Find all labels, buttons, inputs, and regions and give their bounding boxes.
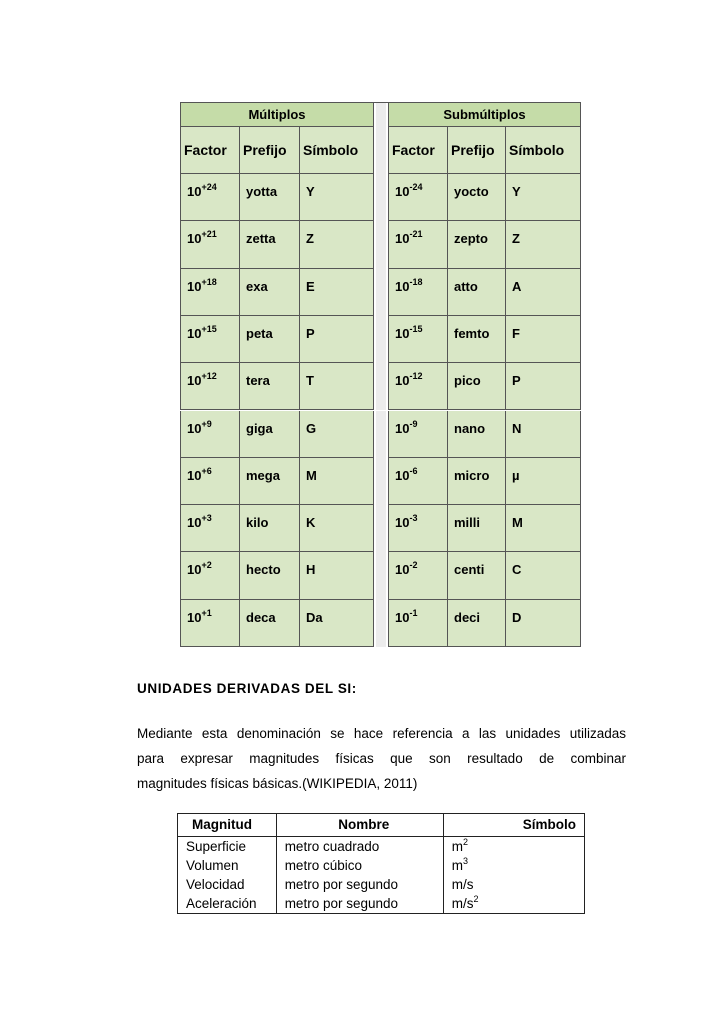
units-magnitude: Volumen	[178, 856, 277, 875]
submultiple-factor	[388, 363, 448, 410]
units-symbol	[443, 894, 584, 914]
multiple-prefix	[240, 269, 300, 316]
multiple-factor	[180, 552, 240, 599]
submultiple-prefix	[448, 174, 506, 221]
submultiple-symbol	[506, 411, 581, 458]
symbol-base: m/s	[451, 877, 474, 892]
column-header-text: Factor	[392, 142, 435, 158]
column-header-text: Símbolo	[509, 142, 565, 158]
table-gap	[374, 600, 388, 647]
symbol-text: T	[306, 373, 314, 389]
factor-base: 10	[395, 562, 410, 578]
symbol-text: Z	[306, 231, 314, 247]
symbol-base: m	[451, 839, 464, 854]
factor-base: 10	[395, 184, 410, 199]
factor-exponent: -3	[409, 513, 418, 524]
table-gap	[374, 127, 388, 174]
factor-exponent: +24	[201, 182, 217, 192]
prefix-table-row	[180, 411, 581, 458]
submultiple-prefix	[448, 552, 506, 599]
header-name: Nombre	[276, 814, 443, 837]
factor-exponent: -21	[409, 229, 423, 240]
multiple-factor	[180, 411, 240, 458]
symbol-text: N	[512, 420, 522, 436]
header-symbol: Símbolo	[443, 814, 584, 837]
prefix-text: kilo	[246, 515, 269, 531]
prefix-text: hecto	[246, 562, 281, 578]
factor-exponent: -9	[409, 418, 418, 429]
factor-base: 10	[187, 373, 202, 389]
symbol-base: m	[451, 858, 464, 873]
multiple-symbol	[300, 600, 374, 647]
submultiple-symbol	[506, 174, 581, 221]
paragraph-line: magnitudes físicas básicas.(WIKIPEDIA, 2011)	[137, 776, 418, 791]
symbol-text: P	[306, 325, 315, 341]
column-header-text: Factor	[184, 142, 227, 158]
submultiples-title-text: Submúltiplos	[443, 107, 526, 122]
prefix-table-row	[180, 363, 581, 410]
submultiples-title	[388, 102, 581, 127]
prefix-text: exa	[246, 278, 268, 294]
multiple-factor	[180, 505, 240, 552]
column-header-text: Prefijo	[243, 142, 287, 158]
submultiple-symbol	[506, 505, 581, 552]
symbol-text: A	[512, 278, 522, 294]
table-gap	[374, 363, 388, 410]
prefix-table-row	[180, 505, 581, 552]
submultiple-prefix	[448, 316, 506, 363]
units-row	[178, 856, 585, 875]
factor-exponent: -15	[409, 323, 423, 334]
multiple-symbol	[300, 458, 374, 505]
factor-base: 10	[395, 231, 410, 247]
column-header	[240, 127, 300, 174]
prefix-text: femto	[454, 325, 490, 341]
table-gap	[374, 102, 388, 127]
factor-base: 10	[187, 278, 202, 294]
multiple-prefix	[240, 316, 300, 363]
prefix-text: atto	[454, 278, 478, 294]
units-symbol	[443, 875, 584, 894]
prefix-text: pico	[454, 373, 481, 389]
multiple-symbol	[300, 505, 374, 552]
prefix-table-row	[180, 269, 581, 316]
submultiple-factor	[388, 411, 448, 458]
paragraph-line: para expresar magnitudes físicas que son resultado de combinar	[137, 751, 626, 766]
prefix-text: micro	[454, 467, 490, 483]
units-name: metro cuadrado	[276, 837, 443, 857]
submultiple-factor	[388, 458, 448, 505]
prefix-table-row	[180, 174, 581, 221]
column-header-text: Prefijo	[451, 142, 495, 158]
factor-exponent: -12	[409, 371, 423, 382]
factor-exponent: -2	[409, 560, 418, 571]
units-header-row	[178, 814, 585, 837]
factor-base: 10	[187, 231, 202, 247]
symbol-text: E	[306, 278, 315, 294]
multiple-prefix	[240, 174, 300, 221]
multiple-symbol	[300, 316, 374, 363]
submultiple-prefix	[448, 600, 506, 647]
multiple-factor	[180, 363, 240, 410]
prefix-text: centi	[454, 562, 485, 578]
submultiple-factor	[388, 269, 448, 316]
units-row	[178, 875, 585, 894]
factor-base: 10	[187, 467, 202, 483]
multiple-prefix	[240, 363, 300, 410]
factor-base: 10	[187, 562, 202, 578]
column-header	[388, 127, 448, 174]
table-gap	[374, 221, 388, 268]
submultiple-factor	[388, 552, 448, 599]
units-row	[178, 894, 585, 914]
table-gap	[374, 505, 388, 552]
derived-units-table	[177, 813, 585, 914]
prefix-text: milli	[454, 515, 481, 531]
factor-base: 10	[187, 184, 202, 199]
submultiple-prefix	[448, 363, 506, 410]
units-name: metro por segundo	[276, 894, 443, 914]
factor-base: 10	[187, 325, 202, 341]
symbol-text: C	[512, 562, 522, 578]
factor-exponent: -6	[409, 465, 418, 476]
prefix-text: giga	[246, 420, 273, 436]
multiple-prefix	[240, 458, 300, 505]
factor-base: 10	[395, 467, 410, 483]
header-magnitude: Magnitud	[178, 814, 277, 837]
symbol-text: Y	[512, 184, 521, 199]
section-paragraph	[137, 721, 626, 796]
column-header-text: Símbolo	[303, 142, 359, 158]
submultiple-factor	[388, 174, 448, 221]
symbol-base: m/s	[451, 896, 474, 911]
prefix-text: peta	[246, 325, 273, 341]
submultiple-factor	[388, 600, 448, 647]
factor-base: 10	[187, 609, 202, 625]
units-symbol	[443, 837, 584, 857]
column-header	[300, 127, 374, 174]
units-name: metro por segundo	[276, 875, 443, 894]
table-gap	[374, 174, 388, 221]
multiple-factor	[180, 269, 240, 316]
submultiple-prefix	[448, 221, 506, 268]
si-prefix-table	[180, 102, 581, 650]
multiple-factor	[180, 221, 240, 268]
section-heading: UNIDADES DERIVADAS DEL SI:	[137, 681, 357, 696]
factor-base: 10	[395, 420, 410, 436]
factor-exponent: +12	[201, 371, 217, 382]
multiples-title	[180, 102, 374, 127]
multiple-prefix	[240, 221, 300, 268]
factor-exponent: +3	[201, 513, 212, 524]
submultiple-prefix	[448, 505, 506, 552]
multiple-symbol	[300, 269, 374, 316]
factor-base: 10	[395, 278, 410, 294]
prefix-table-row	[180, 127, 581, 174]
factor-base: 10	[395, 515, 410, 531]
submultiple-prefix	[448, 411, 506, 458]
symbol-text: Da	[306, 609, 323, 625]
factor-exponent: +21	[201, 229, 217, 240]
symbol-text: µ	[512, 467, 520, 483]
submultiple-symbol	[506, 600, 581, 647]
factor-base: 10	[395, 373, 410, 389]
prefix-text: deca	[246, 609, 276, 625]
column-header	[506, 127, 581, 174]
multiple-symbol	[300, 552, 374, 599]
submultiple-symbol	[506, 316, 581, 363]
symbol-text: F	[512, 325, 520, 341]
column-header	[448, 127, 506, 174]
submultiple-symbol	[506, 552, 581, 599]
symbol-text: D	[512, 609, 522, 625]
submultiple-symbol	[506, 363, 581, 410]
submultiple-symbol	[506, 221, 581, 268]
factor-exponent: -1	[409, 607, 418, 618]
factor-exponent: -18	[409, 276, 423, 287]
multiple-factor	[180, 174, 240, 221]
prefix-table-row	[180, 458, 581, 505]
symbol-exponent: 2	[463, 837, 469, 847]
symbol-exponent: 2	[473, 894, 479, 904]
multiple-symbol	[300, 363, 374, 410]
symbol-exponent: 3	[463, 856, 469, 866]
prefix-table-row	[180, 552, 581, 599]
table-gap	[374, 316, 388, 363]
prefix-text: yotta	[246, 184, 278, 199]
factor-exponent: +18	[201, 276, 217, 287]
multiple-factor	[180, 316, 240, 363]
table-gap	[374, 552, 388, 599]
factor-exponent: +2	[201, 560, 212, 571]
prefix-table-row	[180, 600, 581, 647]
multiple-factor	[180, 600, 240, 647]
multiples-title-text: Múltiplos	[248, 107, 306, 122]
factor-exponent: +15	[201, 323, 217, 334]
factor-exponent: +9	[201, 418, 212, 429]
multiple-prefix	[240, 505, 300, 552]
factor-exponent: +1	[201, 607, 212, 618]
units-magnitude: Superficie	[178, 837, 277, 857]
column-header	[180, 127, 240, 174]
prefix-table-row	[180, 221, 581, 268]
submultiple-factor	[388, 221, 448, 268]
multiple-prefix	[240, 600, 300, 647]
symbol-text: H	[306, 562, 316, 578]
units-body	[178, 837, 585, 914]
factor-base: 10	[187, 515, 202, 531]
prefix-text: zetta	[246, 231, 276, 247]
prefix-table-row	[180, 316, 581, 363]
table-gap	[374, 458, 388, 505]
factor-exponent: -24	[409, 182, 423, 192]
multiple-symbol	[300, 174, 374, 221]
symbol-text: Y	[306, 184, 315, 199]
submultiple-symbol	[506, 458, 581, 505]
factor-base: 10	[187, 420, 202, 436]
factor-base: 10	[395, 609, 410, 625]
submultiple-factor	[388, 505, 448, 552]
multiple-symbol	[300, 221, 374, 268]
units-magnitude: Velocidad	[178, 875, 277, 894]
symbol-text: P	[512, 373, 521, 389]
prefix-text: deci	[454, 609, 481, 625]
prefix-text: nano	[454, 420, 486, 436]
multiple-factor	[180, 458, 240, 505]
paragraph-line: Mediante esta denominación se hace referencia a las unidades utilizadas	[137, 726, 626, 741]
units-magnitude: Aceleración	[178, 894, 277, 914]
multiple-prefix	[240, 411, 300, 458]
symbol-text: K	[306, 515, 316, 531]
table-gap	[374, 269, 388, 316]
submultiple-factor	[388, 316, 448, 363]
multiple-symbol	[300, 411, 374, 458]
submultiple-prefix	[448, 269, 506, 316]
factor-exponent: +6	[201, 465, 212, 476]
table-gap	[374, 411, 388, 458]
prefix-text: zepto	[454, 231, 488, 247]
units-symbol	[443, 856, 584, 875]
symbol-text: G	[306, 420, 317, 436]
units-name: metro cúbico	[276, 856, 443, 875]
prefix-text: tera	[246, 373, 270, 389]
prefix-text: yocto	[454, 184, 489, 199]
prefix-table-row	[180, 102, 581, 127]
symbol-text: M	[306, 467, 317, 483]
submultiple-prefix	[448, 458, 506, 505]
submultiple-symbol	[506, 269, 581, 316]
prefix-text: mega	[246, 467, 280, 483]
symbol-text: M	[512, 515, 523, 531]
factor-base: 10	[395, 325, 410, 341]
symbol-text: Z	[512, 231, 520, 247]
multiple-prefix	[240, 552, 300, 599]
units-row	[178, 837, 585, 857]
